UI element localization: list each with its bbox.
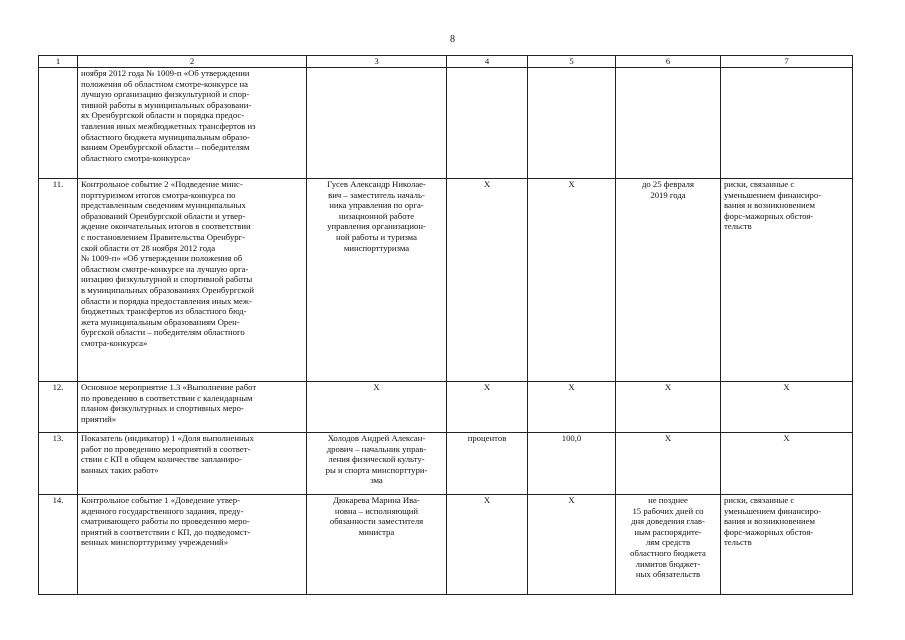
row-number: 14.: [39, 495, 78, 595]
row-deadline: X: [616, 382, 721, 433]
row-deadline: [616, 68, 721, 179]
column-header: 1: [39, 56, 78, 68]
row-unit: X: [447, 382, 528, 433]
row-description: Контрольное событие 2 «Подведение минс- порттуризмом итогов смотра-конкурса по представленным сведениям муниципальных образований Оренбургской области и утвер- ждение окончательных итогов в соответствии с постановлением Правительства Оренбург- ской области от 28 ноября 2012 года № 1009-п» «Об утверждении положения об областном смотре-конкурсе на лучшую орга- низацию физкультурной и спортивной работы в муниципальных образованиях Оренбургской области и порядка предоставления иных меж- бюджетных трансфертов из областного бюд- жета муниципальным образованиям Орен- бургской области – победителям областного смотра-конкурса»: [78, 179, 307, 382]
row-value: X: [528, 179, 616, 382]
row-value: X: [528, 382, 616, 433]
row-deadline: X: [616, 433, 721, 495]
page-number: 8: [450, 34, 455, 45]
column-header: 5: [528, 56, 616, 68]
row-risks: [721, 68, 853, 179]
column-header: 6: [616, 56, 721, 68]
row-responsible: Холодов Андрей Алексан- дрович – начальник управ- ления физической культу- ры и спорта минспорттури- зма: [307, 433, 447, 495]
row-risks: риски, связанные с уменьшением финансиро- вания и возникновением форс-мажорных обстоя- тельств: [721, 495, 853, 595]
table-row: [39, 495, 853, 595]
row-value: [528, 68, 616, 179]
row-number: 12.: [39, 382, 78, 433]
row-value: 100,0: [528, 433, 616, 495]
row-risks: риски, связанные с уменьшением финансиро- вания и возникновением форс-мажорных обстоя- тельств: [721, 179, 853, 382]
row-unit: процентов: [447, 433, 528, 495]
row-description: Основное мероприятие 1.3 «Выполнение работ по проведению в соответствии с календарным планом физкультурных и спортивных меро- приятий»: [78, 382, 307, 433]
header-row: [39, 56, 853, 68]
row-description: ноября 2012 года № 1009-п «Об утверждении положения об областном смотре-конкурсе на лучшую организацию физкультурной и спор- тивной работы в муниципальных образовани- ях Оренбургской области и порядка предос- тавления иных межбюджетных трансфертов из областного бюджета муниципальным образо- ваниям Оренбургской области – победителям областного смотра-конкурса»: [78, 68, 307, 179]
row-responsible: Дюкарева Марина Ива- новна – исполняющий обязанности заместителя министра: [307, 495, 447, 595]
column-header: 2: [78, 56, 307, 68]
row-deadline: не позднее 15 рабочих дней со дня доведения глав- ным распорядите- лям средств областного бюджета лимитов бюджет- ных обязательств: [616, 495, 721, 595]
column-header: 4: [447, 56, 528, 68]
row-risks: X: [721, 433, 853, 495]
table-row: [39, 68, 853, 179]
row-unit: X: [447, 495, 528, 595]
row-deadline: до 25 февраля 2019 года: [616, 179, 721, 382]
row-description: Показатель (индикатор) 1 «Доля выполненных работ по проведению мероприятий в соответ- ствии с КП в общем количестве запланиро- ванных таких работ»: [78, 433, 307, 495]
row-responsible: X: [307, 382, 447, 433]
row-number: 11.: [39, 179, 78, 382]
events-table: [38, 55, 853, 595]
row-unit: X: [447, 179, 528, 382]
column-header: 3: [307, 56, 447, 68]
row-responsible: Гусев Александр Николае- вич – заместитель началь- ника управления по орга- низационной работе управления организацион- ной работы и туризма минспорттуризма: [307, 179, 447, 382]
table-row: [39, 433, 853, 495]
row-number: [39, 68, 78, 179]
row-description: Контрольное событие 1 «Доведение утвер- жденного государственного задания, преду- сматривающего работы по проведению меро- приятий в соответствии с КП, до подведомст- венных минспорттуризму учреждений»: [78, 495, 307, 595]
row-unit: [447, 68, 528, 179]
table-row: [39, 179, 853, 382]
table-row: [39, 382, 853, 433]
column-header: 7: [721, 56, 853, 68]
row-responsible: [307, 68, 447, 179]
row-number: 13.: [39, 433, 78, 495]
row-value: X: [528, 495, 616, 595]
row-risks: X: [721, 382, 853, 433]
